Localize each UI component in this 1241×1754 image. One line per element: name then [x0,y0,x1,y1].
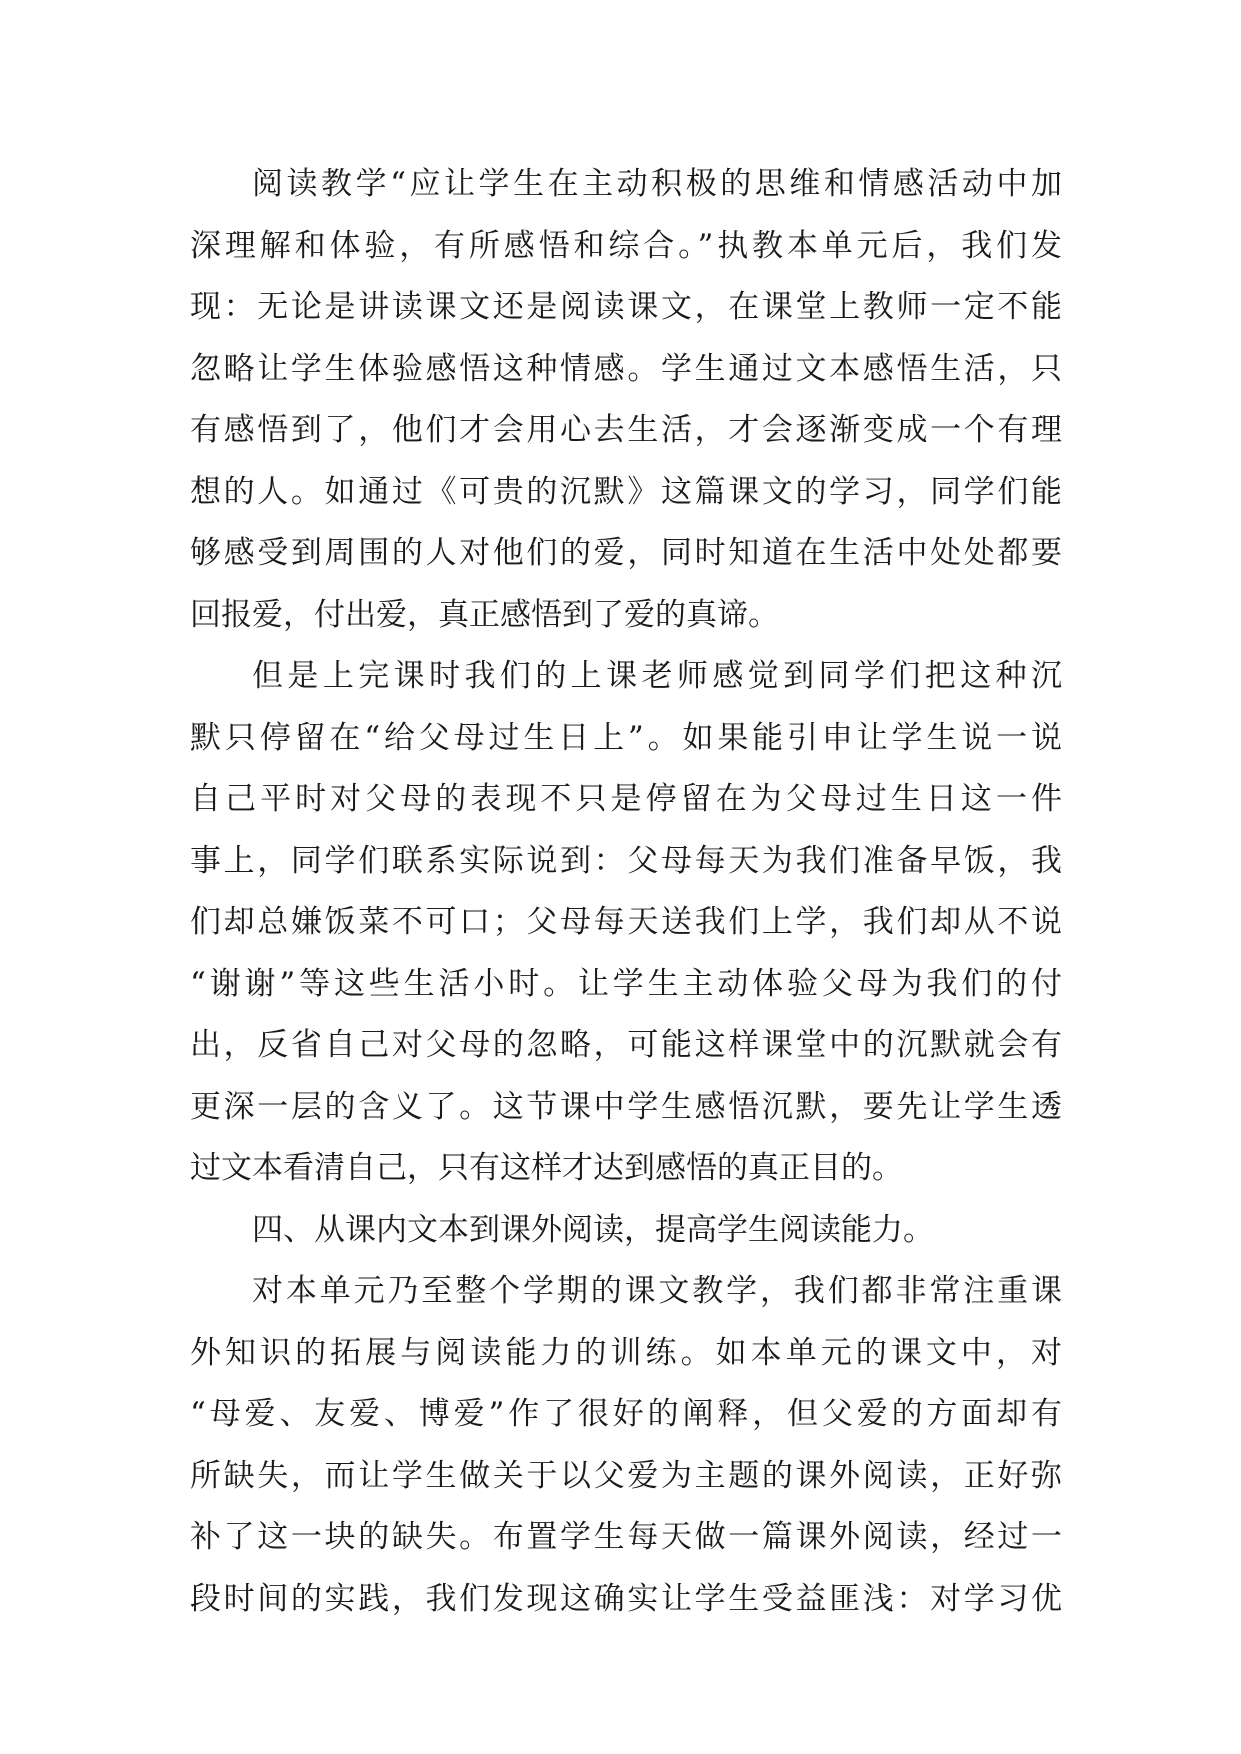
text-line: 阅读教学“应让学生在主动积极的思维和情感活动中加 [252,166,1062,202]
text-line: 但是上完课时我们的上课老师感觉到同学们把这种沉 [252,658,1062,694]
body-text [190,154,1062,1630]
text-line: 默只停留在“给父母过生日上”。如果能引申让学生说一说 [190,719,1062,756]
text-line: 够感受到周围的人对他们的爱，同时知道在生活中处处都要 [190,535,1062,571]
text-line: 忽略让学生体验感悟这种情感。学生通过文本感悟生活，只 [190,350,1062,387]
text-line: 段时间的实践，我们发现这确实让学生受益匪浅：对学习优 [190,1580,1062,1617]
text-line: 想的人。如通过《可贵的沉默》这篇课文的学习，同学们能 [190,473,1062,510]
text-line: 深理解和体验，有所感悟和综合。”执教本单元后，我们发 [190,227,1062,264]
text-line: “谢谢”等这些生活小时。让学生主动体验父母为我们的付 [190,965,1062,1002]
text-line: 补了这一块的缺失。布置学生每天做一篇课外阅读，经过一 [190,1519,1062,1555]
text-line: 外知识的拓展与阅读能力的训练。如本单元的课文中，对 [190,1334,1062,1371]
text-line: 对本单元乃至整个学期的课文教学，我们都非常注重课 [252,1273,1062,1309]
text-line: 回报爱，付出爱，真正感悟到了爱的真谛。 [190,596,779,633]
text-line: 们却总嫌饭菜不可口；父母每天送我们上学，我们却从不说 [190,904,1062,940]
section-heading: 四、从课内文本到课外阅读，提高学生阅读能力。 [252,1211,934,1248]
text-line: 现：无论是讲读课文还是阅读课文，在课堂上教师一定不能 [190,289,1062,325]
text-line: “母爱、友爱、博爱”作了很好的阐释，但父爱的方面却有 [190,1396,1062,1432]
text-line: 自己平时对父母的表现不只是停留在为父母过生日这一件 [190,781,1062,817]
text-line: 过文本看清自己，只有这样才达到感悟的真正目的。 [190,1150,903,1186]
text-line: 事上，同学们联系实际说到：父母每天为我们准备早饭，我 [190,842,1062,879]
text-line: 更深一层的含义了。这节课中学生感悟沉默，要先让学生透 [190,1088,1062,1125]
text-line: 有感悟到了，他们才会用心去生活，才会逐渐变成一个有理 [190,412,1062,448]
text-line: 出，反省自己对父母的忽略，可能这样课堂中的沉默就会有 [190,1027,1062,1063]
text-line: 所缺失，而让学生做关于以父爱为主题的课外阅读，正好弥 [190,1457,1062,1494]
